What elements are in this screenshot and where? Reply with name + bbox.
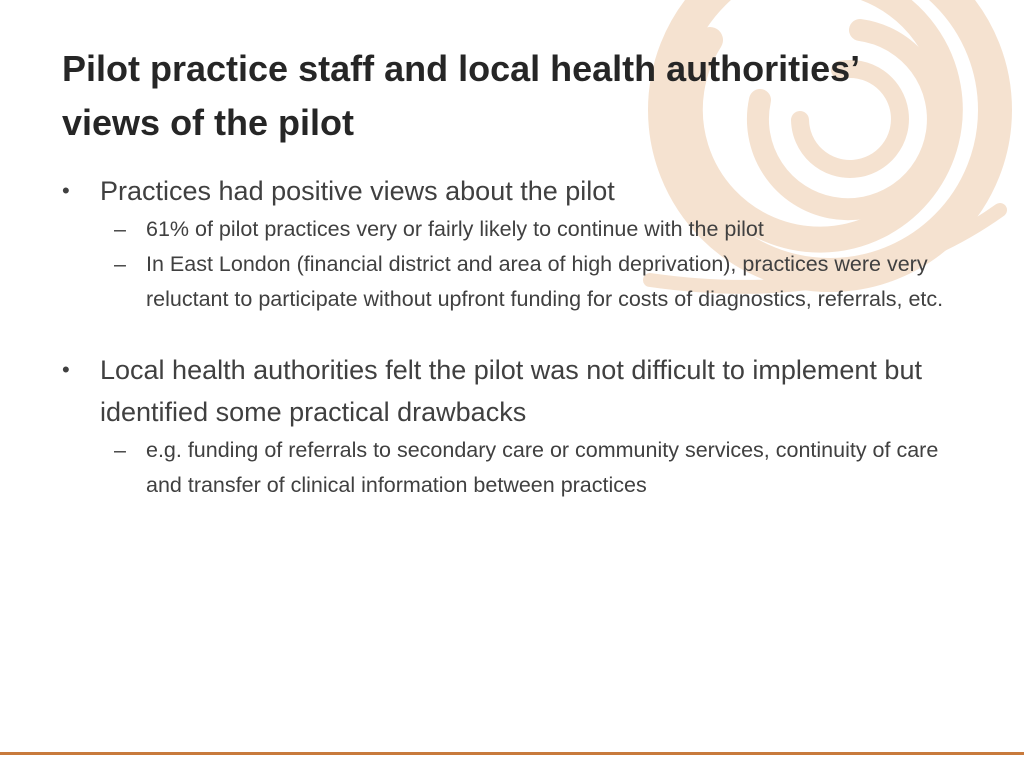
dash-icon: – [114,217,126,241]
bullet-text: Local health authorities felt the pilot was not difficult to implement but identified some practical drawbacks [100,355,922,427]
slide-body [62,170,962,503]
sub-bullet-text: e.g. funding of referrals to secondary care or community services, continuity of care and transfer of clinical information between practices [146,438,939,497]
sub-bullet-text: 61% of pilot practices very or fairly likely to continue with the pilot [146,217,764,241]
section-gap [62,317,962,349]
sub-bullet-item [62,212,962,247]
slide-title: Pilot practice staff and local health authorities’ views of the pilot [62,48,859,143]
dash-icon: – [114,438,126,462]
sub-bullet-item [62,433,962,503]
bullet-item [62,349,962,433]
footer-divider [0,752,1024,755]
bullet-dot-icon: • [62,357,70,382]
bullet-dot-icon: • [62,178,70,203]
bullet-item [62,170,962,212]
sub-bullet-text: In East London (financial district and area of high deprivation), practices were very reluctant to participate without upfront funding for costs of diagnostics, referrals, etc. [146,252,944,311]
dash-icon: – [114,252,126,276]
sub-bullet-item [62,247,962,317]
bullet-text: Practices had positive views about the pilot [100,176,615,206]
